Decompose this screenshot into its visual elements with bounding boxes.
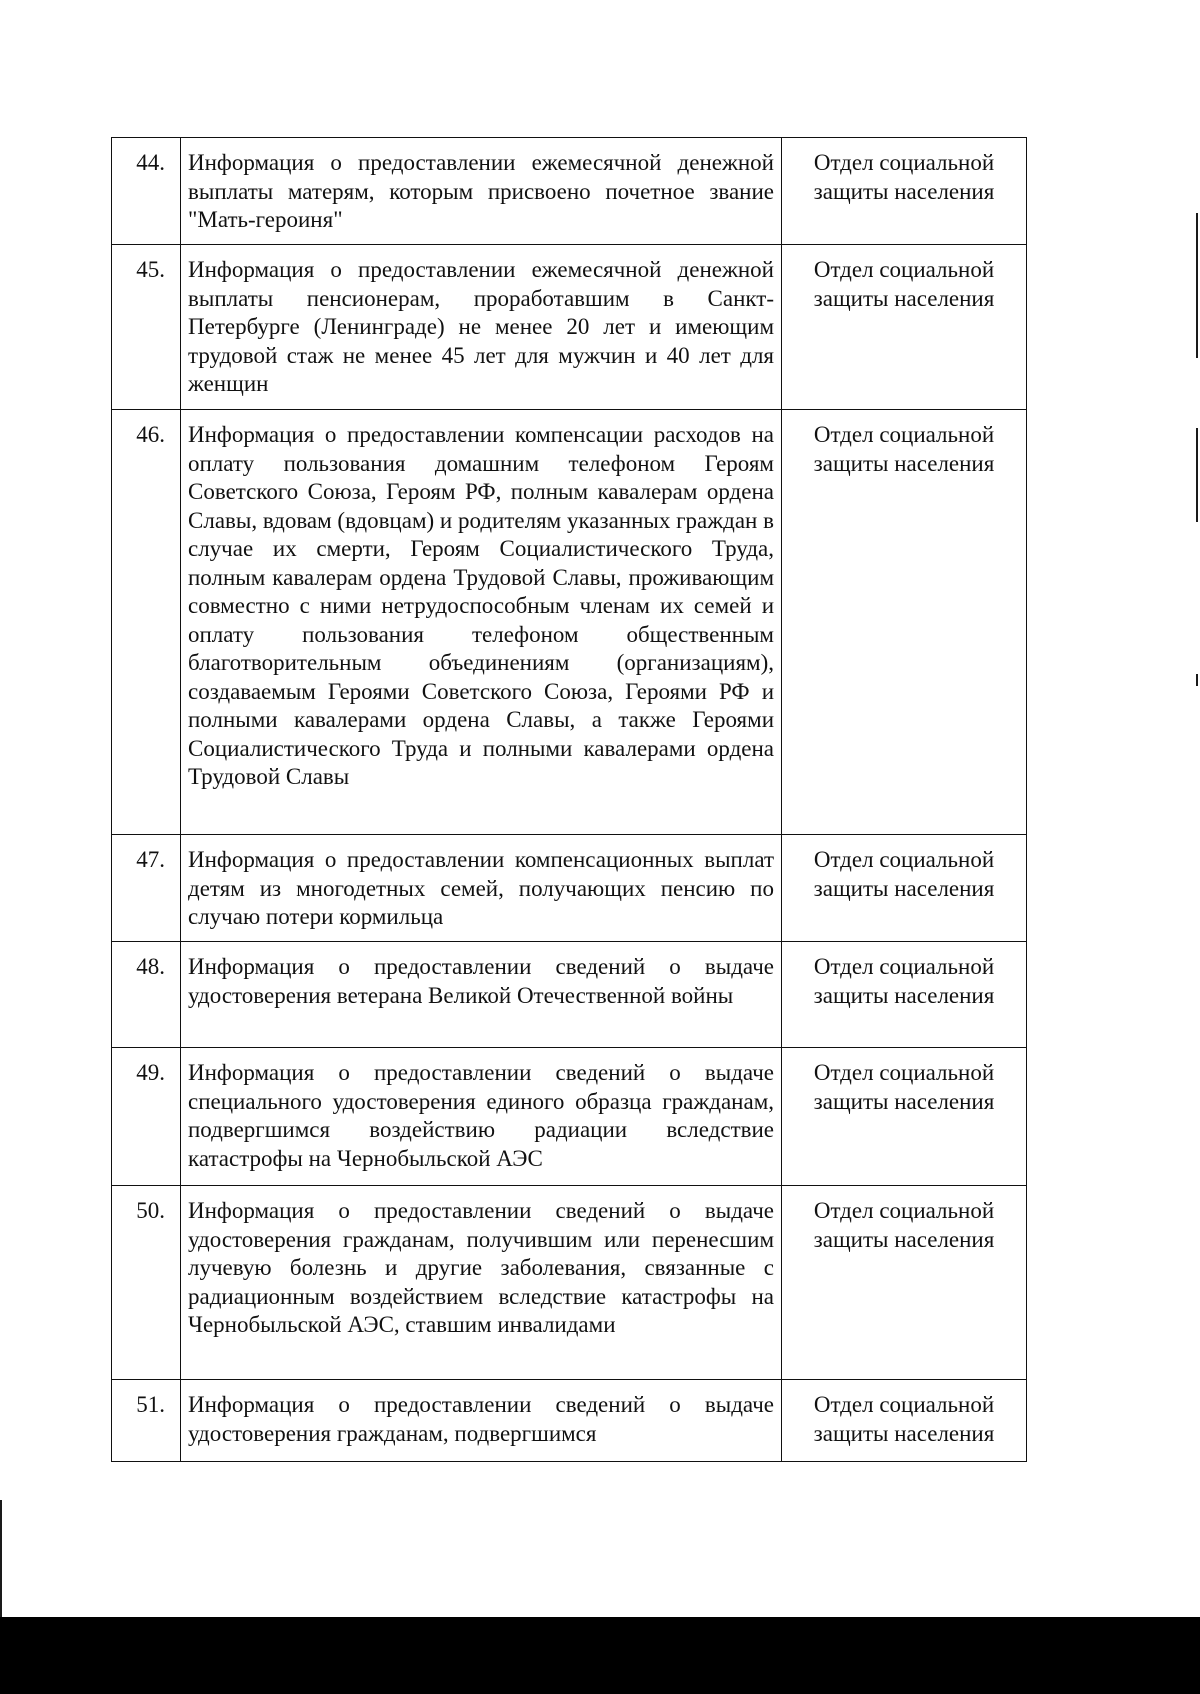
scan-mark-right-2 — [1196, 428, 1198, 522]
scan-mark-left — [0, 1500, 2, 1617]
row-department: Отдел социальной защиты населения — [782, 410, 1027, 835]
table-row — [112, 1380, 1027, 1462]
row-description: Информация о предоставлении сведений о выдаче специального удостоверения единого образца гражданам, подвергшимся воздействию радиации вследствие катастрофы на Чернобыльской АЭС — [181, 1048, 782, 1186]
row-number: 46. — [112, 410, 181, 835]
services-table — [111, 137, 1027, 1462]
row-number: 51. — [112, 1380, 181, 1462]
table-row — [112, 410, 1027, 835]
row-department: Отдел социальной защиты населения — [782, 1380, 1027, 1462]
table-row — [112, 835, 1027, 942]
row-department: Отдел социальной защиты населения — [782, 138, 1027, 245]
table-row — [112, 1186, 1027, 1380]
row-number: 49. — [112, 1048, 181, 1186]
row-number: 47. — [112, 835, 181, 942]
row-department: Отдел социальной защиты населения — [782, 942, 1027, 1048]
row-description: Информация о предоставлении ежемесячной денежной выплаты матерям, которым присвоено почетное звание "Мать-героиня" — [181, 138, 782, 245]
scan-mark-right-1 — [1196, 213, 1198, 358]
row-number: 48. — [112, 942, 181, 1048]
table-row — [112, 1048, 1027, 1186]
scan-black-band — [0, 1617, 1200, 1694]
table-row — [112, 245, 1027, 410]
row-department: Отдел социальной защиты населения — [782, 1186, 1027, 1380]
row-description: Информация о предоставлении сведений о выдаче удостоверения гражданам, подвергшимся — [181, 1380, 782, 1462]
row-number: 45. — [112, 245, 181, 410]
row-department: Отдел социальной защиты населения — [782, 1048, 1027, 1186]
row-number: 44. — [112, 138, 181, 245]
row-department: Отдел социальной защиты населения — [782, 245, 1027, 410]
row-department: Отдел социальной защиты населения — [782, 835, 1027, 942]
scan-mark-right-3 — [1196, 674, 1198, 686]
table-row — [112, 942, 1027, 1048]
row-description: Информация о предоставлении компенсации расходов на оплату пользования домашним телефоном Героям Советского Союза, Героям РФ, полным кавалерам ордена Славы, вдовам (вдовцам) и родителям указанных граждан в случае их смерти, Героям Социалистического Труда, полным кавалерам ордена Трудовой Славы, проживающим совместно с ними нетрудоспособным членам их семей и оплату пользования телефоном общественным благотворительным объединениям (организациям), создаваемым Героями Советского Союза, Героями РФ и полными кавалерами ордена Славы, а также Героями Социалистического Труда и полными кавалерами ордена Трудовой Славы — [181, 410, 782, 835]
row-number: 50. — [112, 1186, 181, 1380]
row-description: Информация о предоставлении сведений о выдаче удостоверения гражданам, получившим или перенесшим лучевую болезнь и другие заболевания, связанные с радиационным воздействием вследствие катастрофы на Чернобыльской АЭС, ставшим инвалидами — [181, 1186, 782, 1380]
row-description: Информация о предоставлении компенсационных выплат детям из многодетных семей, получающих пенсию по случаю потери кормильца — [181, 835, 782, 942]
row-description: Информация о предоставлении сведений о выдаче удостоверения ветерана Великой Отечественной войны — [181, 942, 782, 1048]
row-description: Информация о предоставлении ежемесячной денежной выплаты пенсионерам, проработавшим в Санкт-Петербурге (Ленинграде) не менее 20 лет и имеющим трудовой стаж не менее 45 лет для мужчин и 40 лет для женщин — [181, 245, 782, 410]
table-row — [112, 138, 1027, 245]
